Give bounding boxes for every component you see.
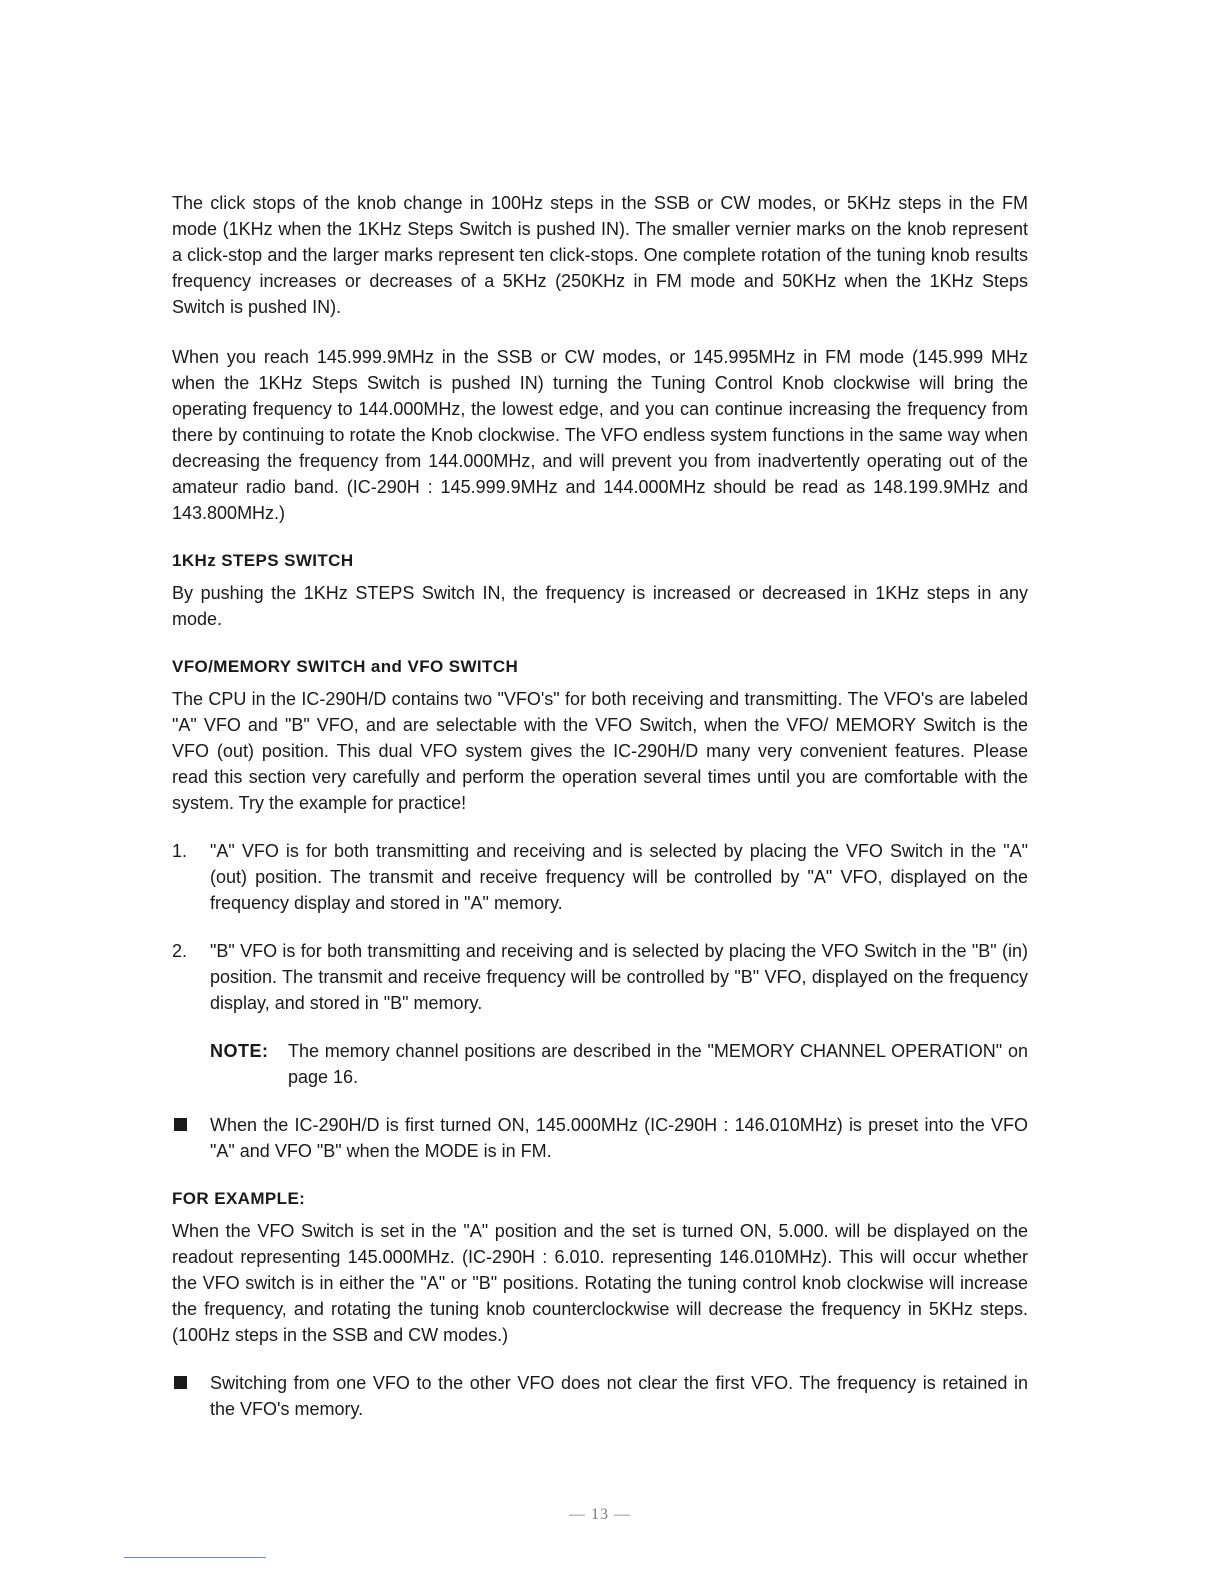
paragraph-click-stops: The click stops of the knob change in 100Hz steps in the SSB or CW modes, or 5KHz steps in the FM mode (1KHz when the 1KHz Steps Switch is pushed IN). The smaller vernier marks on the knob represent a click-stop and the larger marks represent ten click-stops. One complete rotation of the tuning knob results frequency increases or decreases of a 5KHz (250KHz in FM mode and 50KHz when the 1KHz Steps Switch is pushed IN). — [172, 193, 1028, 317]
square-bullet-icon — [172, 1370, 210, 1422]
square-bullet-icon — [172, 1112, 210, 1164]
paragraph-vfo-intro: The CPU in the IC-290H/D contains two "VFO's" for both receiving and transmitting. The VFO's are labeled "A" VFO and "B" VFO, and are selectable with the VFO Switch, when the VFO/ MEMORY Switch is the VFO (out) position. This dual VFO system gives the IC-290H/D many very convenient features. Please read this section very carefully and perform the operation several times until you are comfortable with the system. Try the example for practice! — [172, 689, 1028, 813]
list-item-number: 2. — [172, 941, 188, 961]
manual-page — [172, 190, 1028, 1422]
heading-vfo-memory-switch: VFO/MEMORY SWITCH and VFO SWITCH — [172, 657, 519, 676]
bullet-vfo-retained — [172, 1370, 1028, 1422]
page-number-value: 13 — [591, 1506, 609, 1523]
list-item-text: "B" VFO is for both transmitting and receiving and is selected by placing the VFO Switch in the "B" (in) position. The transmit and receive frequency will be controlled by "B" VFO, displayed on the frequency display, and stored in "B" memory. — [210, 941, 1028, 1013]
heading-1khz-steps: 1KHz STEPS SWITCH — [172, 551, 354, 570]
note-text: The memory channel positions are described in the "MEMORY CHANNEL OPERATION" on page 16. — [288, 1041, 1028, 1087]
paragraph-endless-vfo: When you reach 145.999.9MHz in the SSB or CW modes, or 145.995MHz in FM mode (145.999 MHz when the 1KHz Steps Switch is pushed IN) turning the Tuning Control Knob clockwise will bring the operating frequency to 144.000MHz, the lowest edge, and you can continue increasing the frequency from there by continuing to rotate the Knob clockwise. The VFO endless system functions in the same way when decreasing the frequency from 144.000MHz, and will prevent you from inadvertently operating out of the amateur radio band. (IC-290H : 145.999.9MHz and 144.000MHz should be read as 148.199.9MHz and 143.800MHz.) — [172, 347, 1028, 523]
bullet-text: Switching from one VFO to the other VFO does not clear the first VFO. The frequency is retained in the VFO's memory. — [210, 1373, 1028, 1419]
bullet-text: When the IC-290H/D is first turned ON, 145.000MHz (IC-290H : 146.010MHz) is preset into the VFO "A" and VFO "B" when the MODE is in FM. — [210, 1115, 1028, 1161]
paragraph-example: When the VFO Switch is set in the "A" position and the set is turned ON, 5.000. will be displayed on the readout representing 145.000MHz. (IC-290H : 6.010. representing 146.010MHz). This will occur whether the VFO switch is in either the "A" or "B" positions. Rotating the tuning control knob clockwise will increase the frequency, and rotating the tuning knob counterclockwise will decrease the frequency in 5KHz steps. (100Hz steps in the SSB and CW modes.) — [172, 1221, 1028, 1345]
footer-divider — [124, 1557, 266, 1558]
list-item-number: 1. — [172, 841, 188, 861]
note-block — [210, 1038, 1028, 1090]
page-number: — 13 — — [569, 1506, 631, 1523]
list-item-vfo-a — [172, 838, 1028, 916]
list-item-vfo-b — [172, 938, 1028, 1016]
note-label: NOTE: — [210, 1041, 269, 1061]
bullet-preset-frequency — [172, 1112, 1028, 1164]
heading-for-example: FOR EXAMPLE: — [172, 1189, 306, 1208]
list-item-text: "A" VFO is for both transmitting and receiving and is selected by placing the VFO Switch in the "A" (out) position. The transmit and receive frequency will be controlled by "A" VFO, displayed on the frequency display and stored in "A" memory. — [210, 841, 1028, 913]
paragraph-1khz-steps: By pushing the 1KHz STEPS Switch IN, the frequency is increased or decreased in 1KHz steps in any mode. — [172, 583, 1028, 629]
